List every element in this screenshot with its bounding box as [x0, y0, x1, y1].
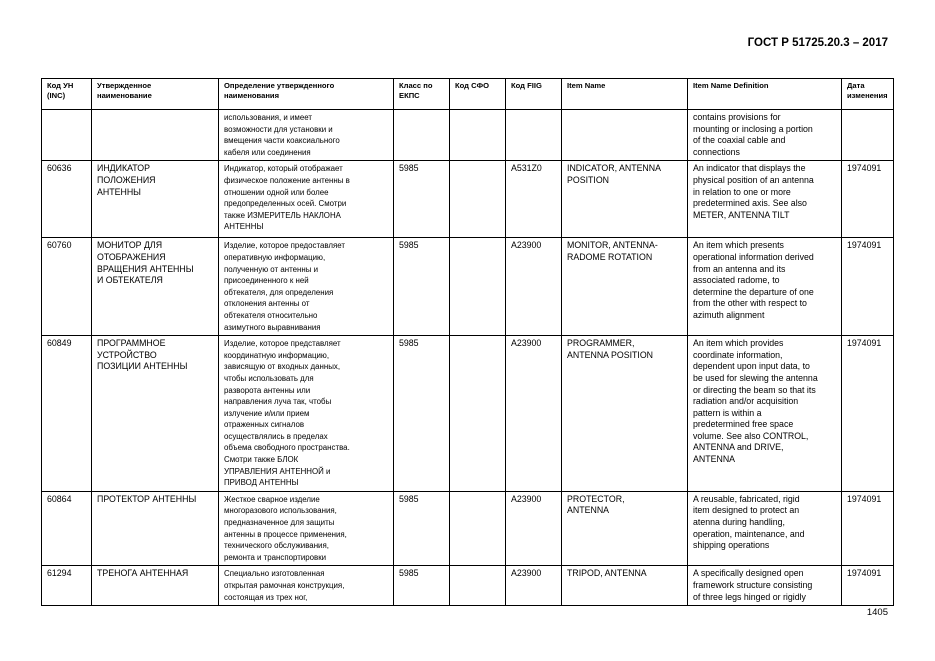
cell-item-name: INDICATOR, ANTENNA POSITION: [562, 161, 688, 238]
cell-sfo-code: [450, 491, 506, 566]
cell-fiig-code: A23900: [506, 238, 562, 336]
cell-item-name: PROGRAMMER, ANTENNA POSITION: [562, 336, 688, 492]
cell-item-name-definition: An item which presents operational information derived from an antenna and its associated radome, to determine the departure of one from the other with respect to azimuth alignment: [688, 238, 842, 336]
cell-sfo-code: [450, 110, 506, 161]
column-header-fiig-code: Код FIIG: [506, 79, 562, 110]
nomenclature-table: [41, 78, 894, 606]
cell-item-name: [562, 110, 688, 161]
cell-change-date: 1974091: [842, 566, 894, 606]
column-header-definition-ru: Определение утвержденного наименования: [219, 79, 394, 110]
cell-ekps-class: 5985: [394, 566, 450, 606]
cell-item-name: TRIPOD, ANTENNA: [562, 566, 688, 606]
cell-definition-ru: Жесткое сварное изделие многоразового использования, предназначенное для защиты антенны в процессе применения, технического обслуживания, ремонта и транспортировки: [219, 491, 394, 566]
cell-item-name: MONITOR, ANTENNA- RADOME ROTATION: [562, 238, 688, 336]
cell-change-date: 1974091: [842, 161, 894, 238]
cell-ekps-class: [394, 110, 450, 161]
cell-change-date: [842, 110, 894, 161]
cell-sfo-code: [450, 238, 506, 336]
cell-inc: 61294: [42, 566, 92, 606]
cell-inc: 60849: [42, 336, 92, 492]
cell-sfo-code: [450, 161, 506, 238]
cell-change-date: 1974091: [842, 491, 894, 566]
column-header-item-name-definition: Item Name Definition: [688, 79, 842, 110]
table-header-row: [42, 79, 894, 110]
cell-definition-ru: Специально изготовленная открытая рамочная конструкция, состоящая из трех ног,: [219, 566, 394, 606]
cell-item-name-definition: A specifically designed open framework structure consisting of three legs hinged or rigidly: [688, 566, 842, 606]
page-number: 1405: [866, 607, 888, 618]
cell-item-name-definition: An item which provides coordinate information, dependent upon input data, to be used for slewing the antenna or directing the beam so that its radiation and/or acquisition pattern is within a predetermined free space volume. See also CONTROL, ANTENNA and DRIVE, ANTENNA: [688, 336, 842, 492]
cell-item-name: PROTECTOR, ANTENNA: [562, 491, 688, 566]
column-header-sfo-code: Код СФО: [450, 79, 506, 110]
cell-ekps-class: 5985: [394, 161, 450, 238]
cell-approved-name: ПРОТЕКТОР АНТЕННЫ: [92, 491, 219, 566]
cell-inc: 60760: [42, 238, 92, 336]
cell-approved-name: ПРОГРАММНОЕ УСТРОЙСТВО ПОЗИЦИИ АНТЕННЫ: [92, 336, 219, 492]
cell-ekps-class: 5985: [394, 491, 450, 566]
cell-fiig-code: A23900: [506, 566, 562, 606]
cell-inc: 60864: [42, 491, 92, 566]
table-row: [42, 238, 894, 336]
cell-change-date: 1974091: [842, 336, 894, 492]
cell-fiig-code: A531Z0: [506, 161, 562, 238]
cell-definition-ru: использования, и имеет возможности для установки и вмещения части коаксиального кабеля или соединения: [219, 110, 394, 161]
cell-definition-ru: Индикатор, который отображает физическое положение антенны в отношении одной или более предопределенных осей. Смотри также ИЗМЕРИТЕЛЬ НАКЛОНА АНТЕННЫ: [219, 161, 394, 238]
cell-ekps-class: 5985: [394, 336, 450, 492]
cell-approved-name: [92, 110, 219, 161]
cell-fiig-code: A23900: [506, 491, 562, 566]
table-row: [42, 110, 894, 161]
document-header: ГОСТ Р 51725.20.3 – 2017: [747, 37, 888, 49]
cell-ekps-class: 5985: [394, 238, 450, 336]
table-row: [42, 491, 894, 566]
cell-fiig-code: [506, 110, 562, 161]
cell-item-name-definition: A reusable, fabricated, rigid item designed to protect an atenna during handling, operation, maintenance, and shipping operations: [688, 491, 842, 566]
cell-definition-ru: Изделие, которое предоставляет оперативную информацию, полученную от антенны и присоединенного к ней обтекателя, для определения отклонения антенны от обтекателя относительно азимутного выравнивания: [219, 238, 394, 336]
cell-inc: [42, 110, 92, 161]
column-header-inc: Код УН (INC): [42, 79, 92, 110]
cell-item-name-definition: An indicator that displays the physical position of an antenna in relation to one or more predetermined axis. See also METER, ANTENNA TILT: [688, 161, 842, 238]
cell-approved-name: МОНИТОР ДЛЯ ОТОБРАЖЕНИЯ ВРАЩЕНИЯ АНТЕННЫ И ОБТЕКАТЕЛЯ: [92, 238, 219, 336]
table-row: [42, 336, 894, 492]
table-row: [42, 566, 894, 606]
cell-change-date: 1974091: [842, 238, 894, 336]
cell-inc: 60636: [42, 161, 92, 238]
cell-sfo-code: [450, 336, 506, 492]
cell-approved-name: ИНДИКАТОР ПОЛОЖЕНИЯ АНТЕННЫ: [92, 161, 219, 238]
column-header-change-date: Дата изменения: [842, 79, 894, 110]
cell-definition-ru: Изделие, которое представляет координатную информацию, зависящую от входных данных, чтобы использовать для разворота антенны или направления луча так, чтобы излучение и/или прием отраженных сигналов осуществлялись в пределах объема свободного пространства. Смотри также БЛОК УПРАВЛЕНИЯ АНТЕННОЙ и ПРИВОД АНТЕННЫ: [219, 336, 394, 492]
cell-fiig-code: A23900: [506, 336, 562, 492]
table-row: [42, 161, 894, 238]
cell-sfo-code: [450, 566, 506, 606]
column-header-ekps-class: Класс по ЕКПС: [394, 79, 450, 110]
column-header-approved-name: Утвержденное наименование: [92, 79, 219, 110]
column-header-item-name: Item Name: [562, 79, 688, 110]
cell-approved-name: ТРЕНОГА АНТЕННАЯ: [92, 566, 219, 606]
cell-item-name-definition: contains provisions for mounting or inclosing a portion of the coaxial cable and connections: [688, 110, 842, 161]
